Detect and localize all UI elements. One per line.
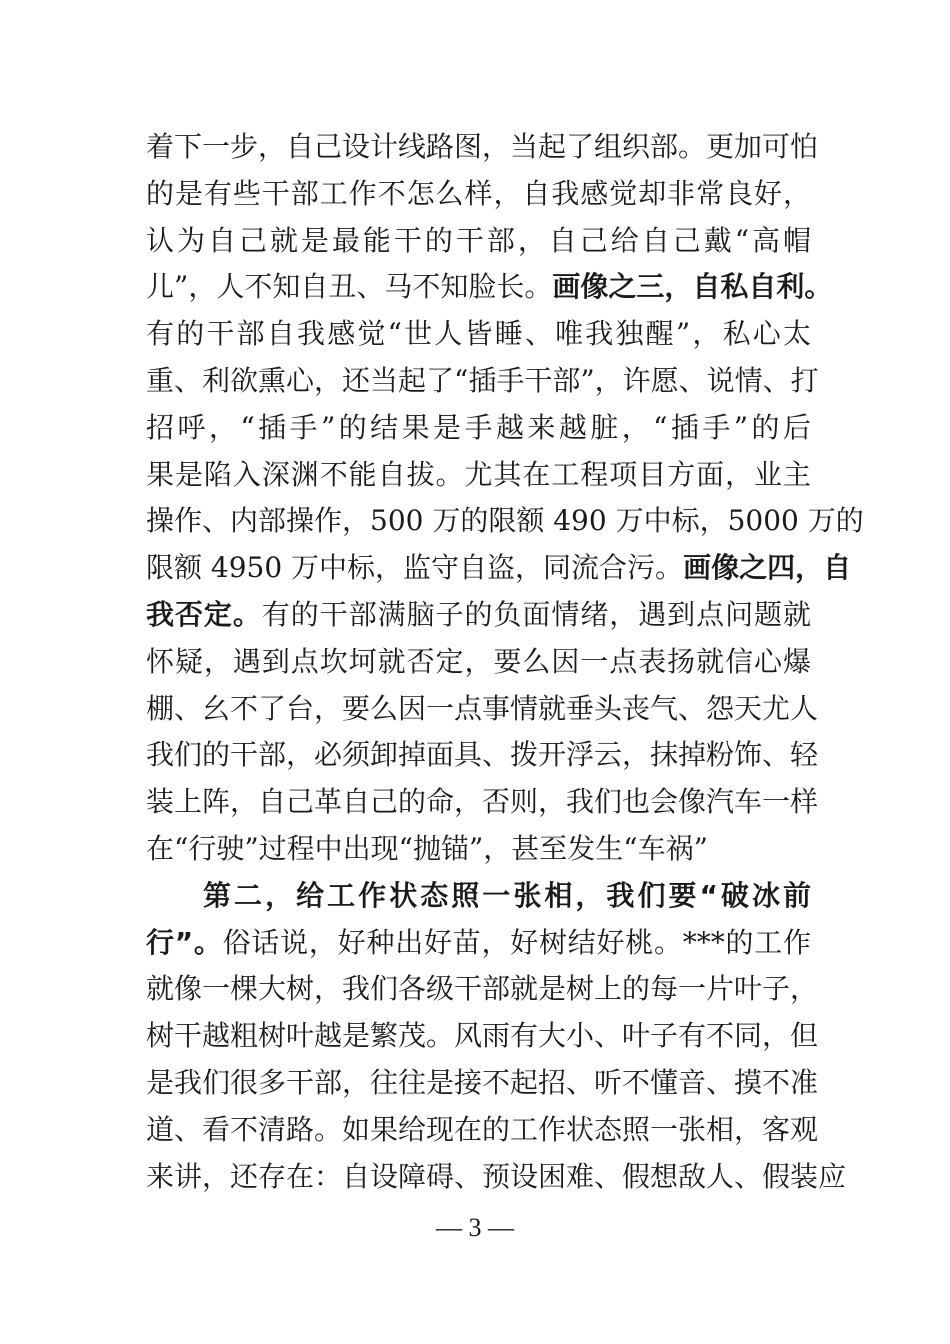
text-segment: 果是陷入深渊不能自拔。尤其在工程项目方面，业主 [146, 457, 811, 491]
text-segment: 俗话说，好种出好苗，好树结好桃。***的工作 [222, 925, 811, 959]
text-segment: 招呼，“插手”的结果是手越来越脏，“插手”的后 [146, 410, 811, 444]
text-segment: 限额 4950 万中标，监守自盗，同流合污。 [146, 551, 684, 585]
text-segment: 就像一棵大树，我们各级干部就是树上的每一片叶子， [146, 972, 819, 1006]
text-line [146, 639, 811, 686]
bold-text-segment: 画像之四，自 [683, 551, 852, 585]
text-line [146, 218, 811, 265]
text-line [146, 452, 811, 499]
text-segment: 在“行驶”过程中出现“抛锚”，甚至发生“车祸” [146, 831, 708, 865]
text-line [146, 966, 819, 1013]
text-line [146, 1107, 819, 1154]
text-line [146, 405, 811, 452]
text-segment: 认为自己就是最能干的干部，自己给自己戴“高帽 [146, 223, 811, 257]
text-segment: 我们的干部，必须卸掉面具、拨开浮云，抹掉粉饰、轻 [146, 738, 819, 772]
text-line [146, 1154, 847, 1201]
text-line [146, 498, 864, 545]
text-segment: 装上阵，自己革自己的命，否则，我们也会像汽车一样 [146, 785, 819, 819]
text-segment: 有的干部满脑子的负面情绪，遇到点问题就 [261, 597, 811, 631]
text-segment: 树干越粗树叶越是繁茂。风雨有大小、叶子有不同，但 [146, 1019, 819, 1053]
text-line [146, 873, 811, 920]
text-line [146, 686, 819, 733]
text-line [146, 826, 811, 873]
text-line [146, 1013, 819, 1060]
bold-text-segment: 画像之三，自私自利。 [552, 270, 833, 304]
text-line [146, 124, 819, 171]
text-line [146, 358, 819, 405]
text-segment: 重、利欲熏心，还当起了“插手干部”，许愿、说情、打 [146, 363, 819, 397]
text-segment: 是我们很多干部，往往是接不起招、听不懂音、摸不准 [146, 1065, 819, 1099]
bold-text-segment: 第二，给工作状态照一张相，我们要“破冰前 [203, 878, 811, 912]
text-line [146, 592, 811, 639]
text-segment: 怀疑，遇到点坎坷就否定，要么因一点表扬就信心爆 [146, 644, 811, 678]
text-line [146, 779, 819, 826]
text-line [146, 920, 811, 967]
text-line [146, 732, 819, 779]
text-line [146, 264, 833, 311]
text-line [146, 545, 852, 592]
text-line [146, 311, 811, 358]
text-segment: 道、看不清路。如果给现在的工作状态照一张相，客观 [146, 1112, 819, 1146]
text-segment: 的是有些干部工作不怎么样，自我感觉却非常良好， [146, 176, 811, 210]
body-text [146, 124, 864, 1200]
text-segment: 着下一步，自己设计线路图，当起了组织部。更加可怕 [146, 130, 819, 163]
text-segment: 来讲，还存在：自设障碍、预设困难、假想敌人、假装应 [146, 1159, 847, 1193]
page-number: — 3 — [436, 1213, 514, 1242]
text-segment: 棚、幺不了台，要么因一点事情就垂头丧气、怨天尤人 [146, 691, 819, 725]
bold-text-segment: 我否定。 [146, 597, 262, 631]
bold-text-segment: 行”。 [146, 925, 223, 959]
text-segment: 儿”，人不知自丑、马不知脸长。 [146, 270, 553, 304]
text-line [146, 1060, 819, 1107]
text-segment: 有的干部自我感觉“世人皆睡、唯我独醒”，私心太 [146, 317, 811, 351]
text-line [146, 171, 811, 218]
text-segment: 操作、内部操作，500 万的限额 490 万中标，5000 万的 [146, 504, 864, 538]
